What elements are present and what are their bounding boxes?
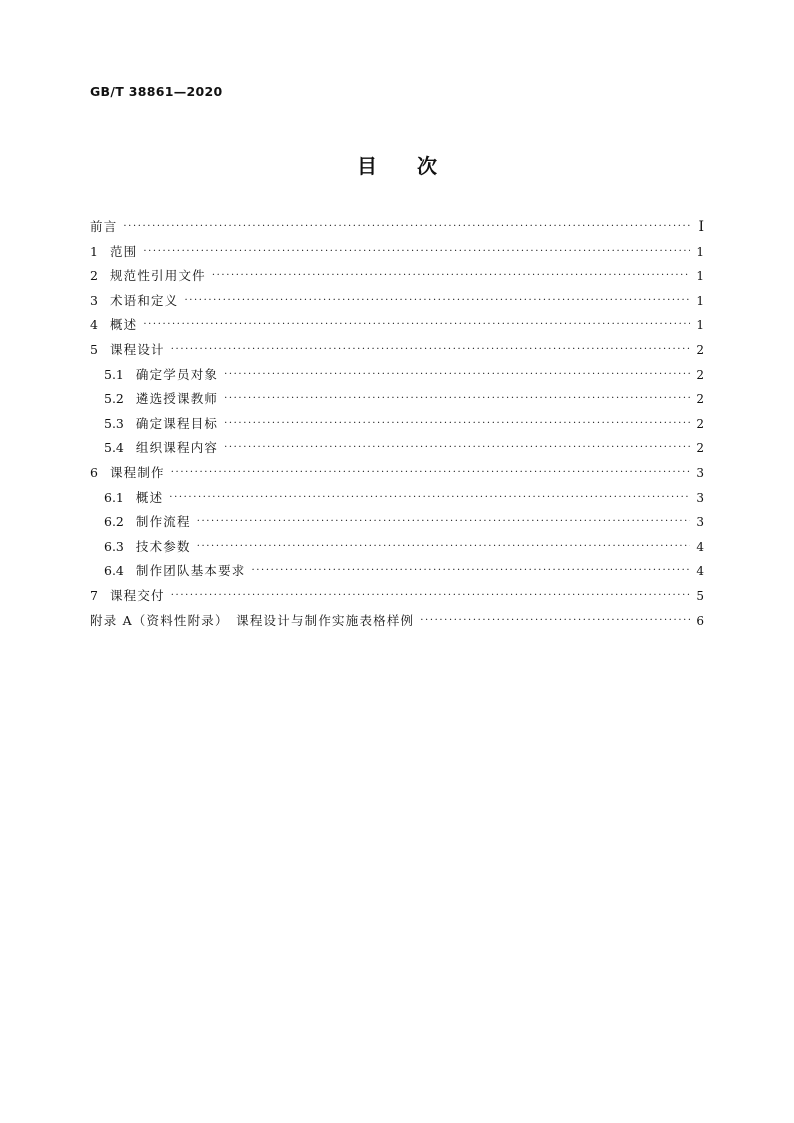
toc-dot-leader bbox=[420, 609, 690, 634]
toc-entry[interactable] bbox=[90, 461, 704, 486]
toc-dot-leader bbox=[123, 215, 690, 240]
toc-dot-leader bbox=[197, 510, 690, 535]
toc-entry-number: 6.3 bbox=[104, 538, 124, 554]
toc-entry-text bbox=[90, 436, 218, 461]
toc-page-number: 2 bbox=[696, 367, 704, 382]
toc-dot-leader bbox=[224, 363, 690, 388]
toc-entry[interactable] bbox=[90, 436, 704, 461]
toc-entry-text bbox=[90, 584, 165, 609]
table-of-contents bbox=[90, 215, 704, 633]
toc-entry[interactable] bbox=[90, 584, 704, 609]
toc-dot-leader bbox=[184, 289, 690, 314]
toc-page-number: 6 bbox=[696, 613, 704, 628]
toc-entry-number: 6.4 bbox=[104, 563, 124, 579]
toc-entry[interactable] bbox=[90, 240, 704, 265]
toc-entry-number: 6 bbox=[90, 464, 98, 480]
toc-entry[interactable] bbox=[90, 412, 704, 437]
toc-entry-number: 5.2 bbox=[104, 391, 124, 407]
toc-entry[interactable] bbox=[90, 387, 704, 412]
toc-entry-text bbox=[90, 609, 414, 634]
toc-dot-leader bbox=[212, 264, 690, 289]
toc-dot-leader bbox=[197, 535, 690, 560]
toc-entry[interactable] bbox=[90, 313, 704, 338]
toc-dot-leader bbox=[224, 436, 690, 461]
toc-entry[interactable] bbox=[90, 559, 704, 584]
page-title: 目次 bbox=[357, 154, 477, 178]
toc-entry-text bbox=[90, 313, 137, 338]
toc-page-number: 5 bbox=[696, 588, 704, 603]
toc-dot-leader bbox=[171, 338, 690, 363]
toc-entry-label: 规范性引用文件 bbox=[109, 268, 206, 284]
toc-entry-number: 7 bbox=[90, 587, 98, 603]
toc-entry-number: 5.3 bbox=[104, 415, 124, 431]
toc-entry[interactable] bbox=[90, 486, 704, 511]
toc-entry-label: 确定课程目标 bbox=[135, 415, 219, 431]
toc-page-number: 2 bbox=[696, 342, 704, 357]
toc-page-number: 4 bbox=[696, 564, 704, 579]
toc-entry-number: 3 bbox=[90, 292, 98, 308]
toc-entry-text bbox=[90, 387, 218, 412]
toc-entry-label: 遴选授课教师 bbox=[135, 391, 219, 407]
toc-page-number: Ⅰ bbox=[698, 219, 704, 235]
toc-entry-text bbox=[90, 510, 191, 535]
toc-dot-leader bbox=[143, 313, 690, 338]
toc-dot-leader bbox=[171, 461, 690, 486]
toc-entry-number: 5.4 bbox=[104, 440, 124, 456]
toc-entry[interactable] bbox=[90, 338, 704, 363]
toc-entry[interactable] bbox=[90, 215, 704, 240]
toc-page-number: 4 bbox=[696, 539, 704, 554]
toc-entry-label: 组织课程内容 bbox=[135, 440, 219, 456]
toc-entry-label: 概述 bbox=[135, 489, 164, 505]
toc-page-number: 1 bbox=[696, 269, 704, 284]
toc-entry-label: 附录 A（资料性附录） 课程设计与制作实施表格样例 bbox=[90, 612, 415, 628]
toc-entry-label: 范围 bbox=[109, 243, 138, 259]
toc-entry-label: 课程设计 bbox=[109, 341, 165, 357]
toc-entry-text bbox=[90, 363, 218, 388]
toc-dot-leader bbox=[224, 412, 690, 437]
toc-page-number: 3 bbox=[696, 515, 704, 530]
toc-entry[interactable] bbox=[90, 363, 704, 388]
toc-entry-label: 术语和定义 bbox=[109, 292, 179, 308]
toc-entry-label: 制作流程 bbox=[135, 514, 191, 530]
toc-dot-leader bbox=[224, 387, 690, 412]
toc-entry-label: 前言 bbox=[90, 219, 118, 234]
toc-dot-leader bbox=[169, 486, 690, 511]
toc-entry-number: 5 bbox=[90, 341, 98, 357]
toc-entry-number: 6.2 bbox=[104, 514, 124, 530]
toc-entry-number: 6.1 bbox=[104, 489, 124, 505]
toc-dot-leader bbox=[171, 584, 690, 609]
toc-entry-text bbox=[90, 535, 191, 560]
toc-entry-label: 课程交付 bbox=[109, 587, 165, 603]
toc-entry[interactable] bbox=[90, 510, 704, 535]
toc-page-number: 3 bbox=[696, 465, 704, 480]
toc-page-number: 2 bbox=[696, 441, 704, 456]
toc-entry-text bbox=[90, 338, 165, 363]
toc-page-number: 2 bbox=[696, 416, 704, 431]
toc-page-number: 3 bbox=[696, 490, 704, 505]
toc-entry-text bbox=[90, 215, 117, 240]
toc-dot-leader bbox=[143, 240, 690, 265]
toc-entry-label: 概述 bbox=[109, 317, 138, 333]
toc-entry-text bbox=[90, 486, 163, 511]
toc-entry-number: 5.1 bbox=[104, 366, 124, 382]
toc-dot-leader bbox=[252, 559, 691, 584]
toc-entry-number: 1 bbox=[90, 243, 98, 259]
toc-entry[interactable] bbox=[90, 264, 704, 289]
toc-entry-text bbox=[90, 559, 246, 584]
toc-entry[interactable] bbox=[90, 609, 704, 634]
toc-entry-text bbox=[90, 240, 137, 265]
toc-entry-text bbox=[90, 412, 218, 437]
toc-entry-text bbox=[90, 264, 206, 289]
toc-page-number: 1 bbox=[696, 293, 704, 308]
toc-entry[interactable] bbox=[90, 289, 704, 314]
toc-page-number: 2 bbox=[696, 392, 704, 407]
toc-entry[interactable] bbox=[90, 535, 704, 560]
toc-entry-label: 课程制作 bbox=[109, 464, 165, 480]
toc-entry-label: 确定学员对象 bbox=[135, 366, 219, 382]
toc-entry-label: 技术参数 bbox=[135, 538, 191, 554]
toc-entry-number: 2 bbox=[90, 268, 98, 284]
toc-page-number: 1 bbox=[696, 244, 704, 259]
toc-page-number: 1 bbox=[696, 318, 704, 333]
toc-entry-label: 制作团队基本要求 bbox=[135, 563, 246, 579]
standard-code: GB/T 38861—2020 bbox=[90, 84, 223, 99]
toc-entry-text bbox=[90, 461, 165, 486]
toc-entry-text bbox=[90, 289, 178, 314]
toc-entry-number: 4 bbox=[90, 317, 98, 333]
